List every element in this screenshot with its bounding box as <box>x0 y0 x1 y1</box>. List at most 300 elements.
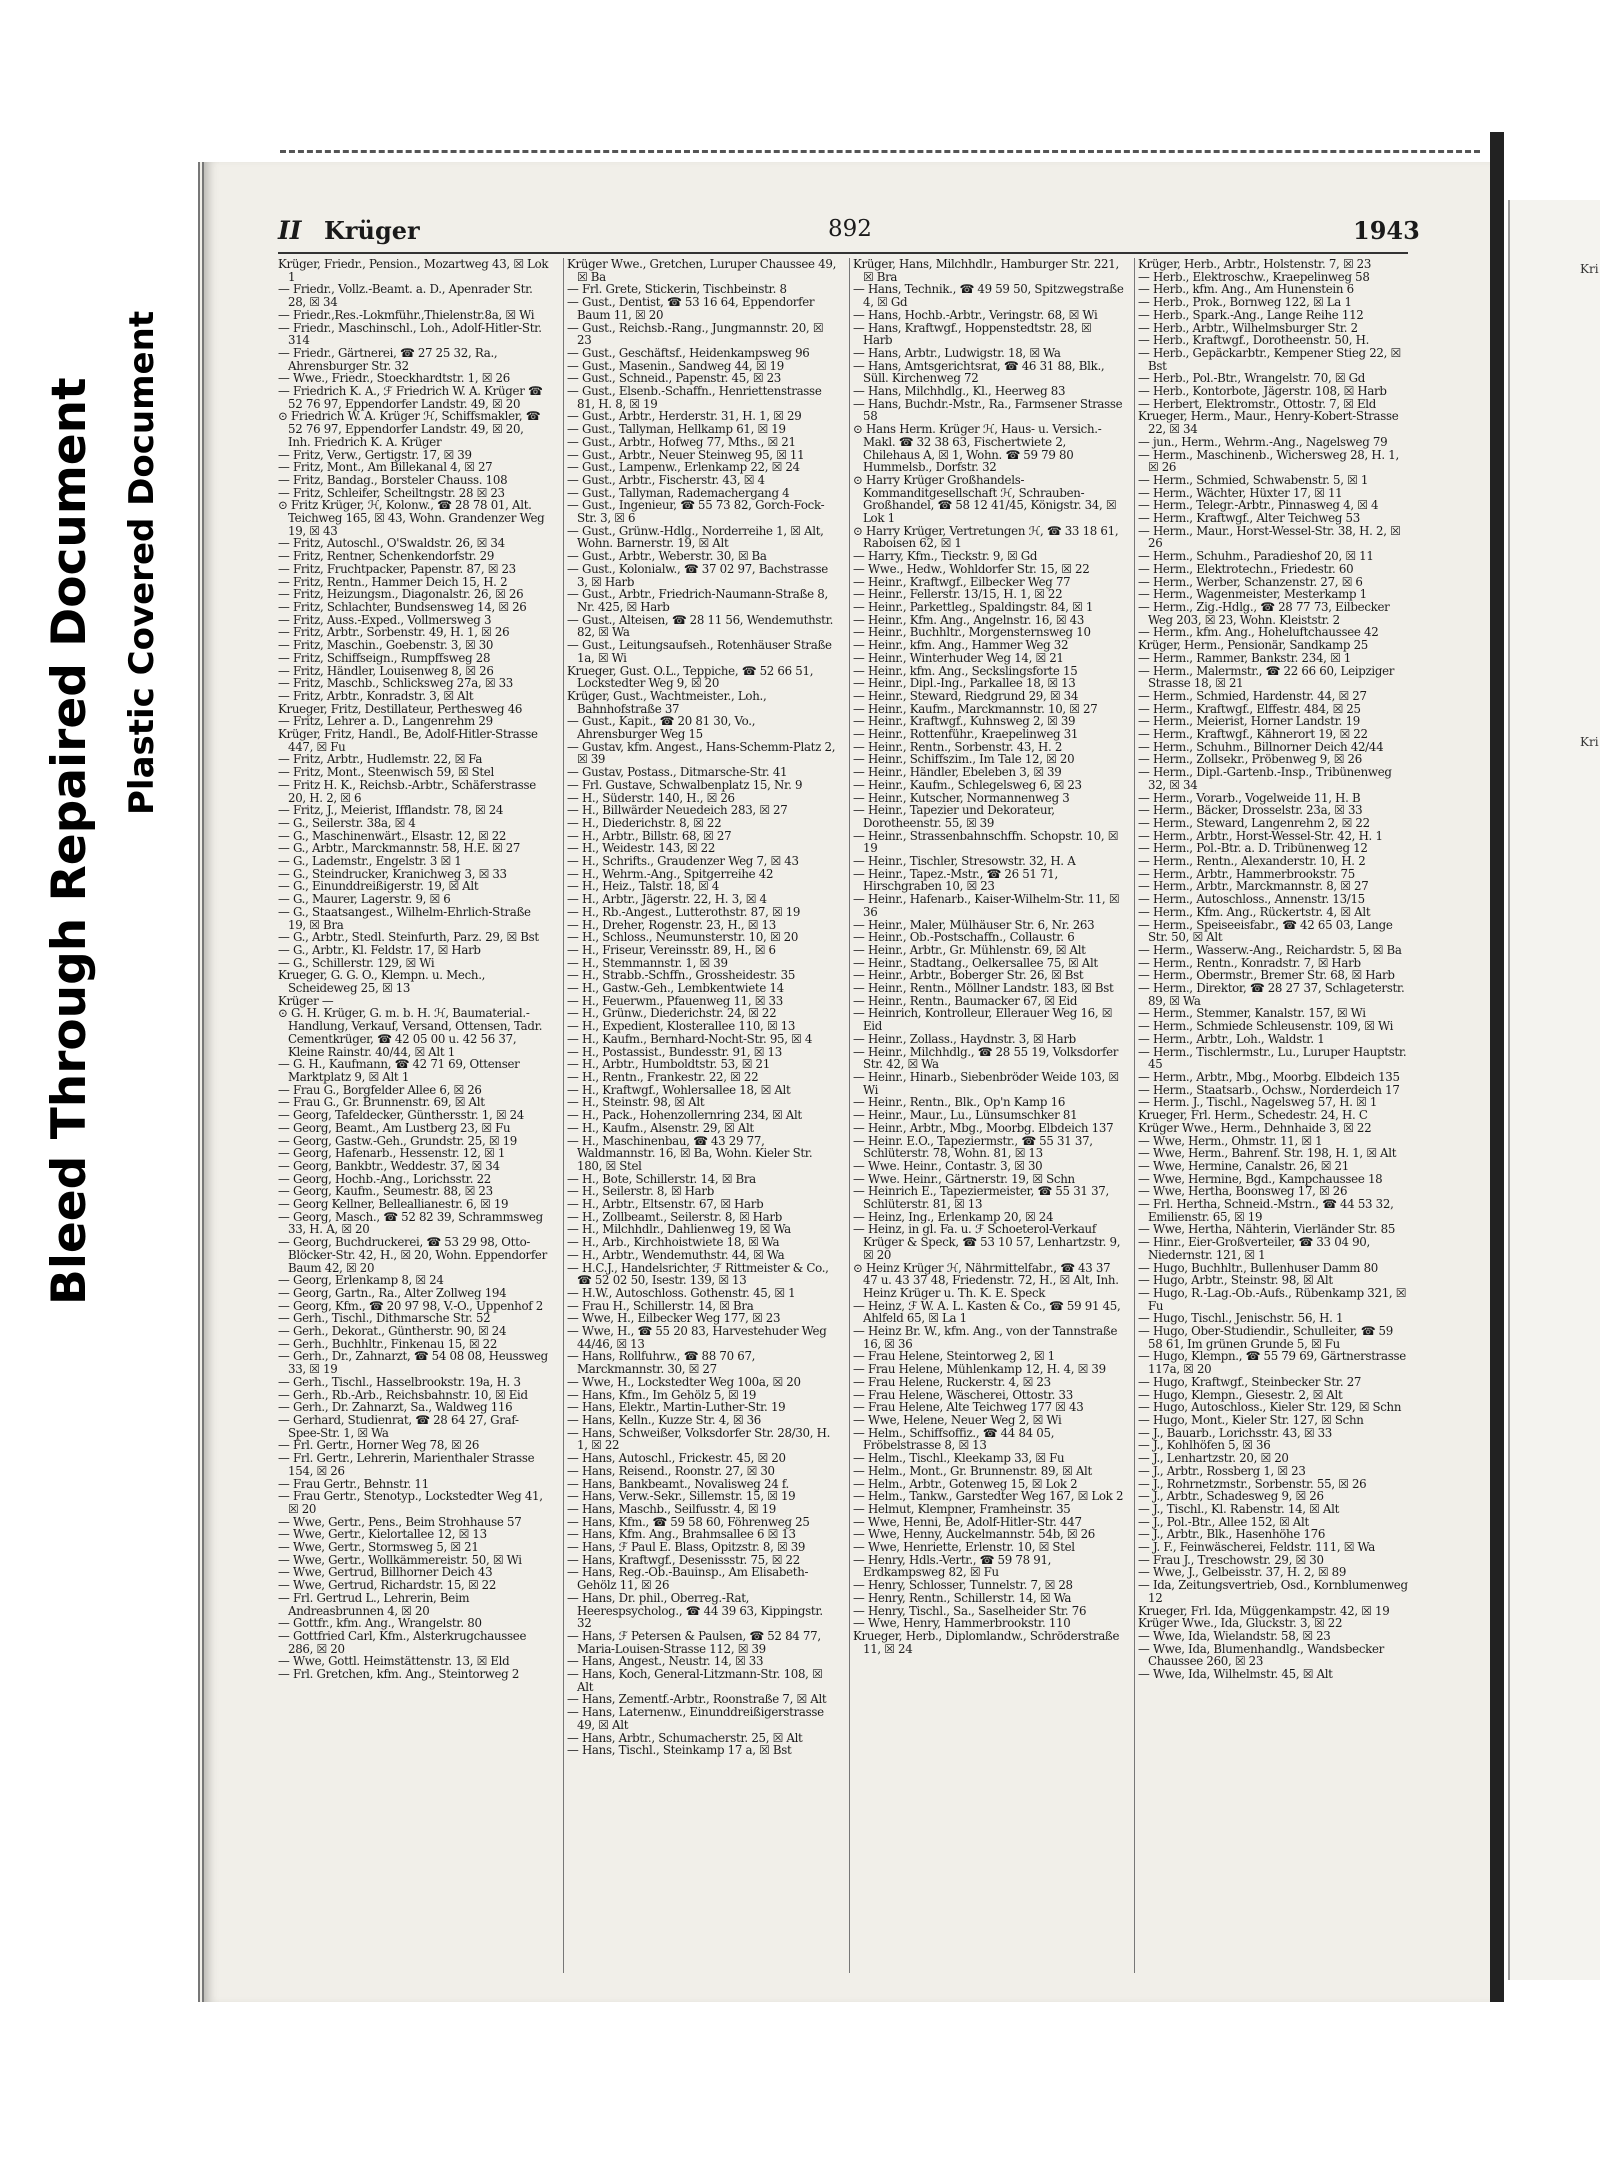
directory-entry: — Herm., Maschinenb., Wichersweg 28, H. 1, ☒ 26 <box>1138 447 1399 475</box>
directory-entry: — Wwe, H., ☎ 55 20 83, Harvestehuder Weg 44/46, ☒ 13 <box>567 1324 827 1351</box>
page-binding-edge <box>1490 132 1504 2002</box>
directory-entry: — Georg, Masch., ☎ 52 82 39, Schrammsweg 33, H. A, ☒ 20 <box>278 1209 543 1237</box>
directory-entry: — Heinr., Buchhltr., Morgensternsweg 10 <box>853 625 1091 640</box>
directory-entry: — H., Schloss., Neumunsterstr. 10, ☒ 20 <box>567 930 799 945</box>
directory-entry: — Fritz, Rentner, Schenkendorfstr. 29 <box>278 549 495 564</box>
directory-entry: — Heinr., Händler, Ebeleben 3, ☒ 39 <box>853 765 1062 780</box>
directory-entry: — Hans, Kfm. Ang., Brahmsallee 6 ☒ 13 <box>567 1527 796 1542</box>
directory-entry: — Gust., Arbtr., Hofweg 77, Mths., ☒ 21 <box>567 434 796 449</box>
directory-entry: — Herm., Elektrotechn., Friedestr. 60 <box>1138 561 1354 576</box>
directory-entry: — Wwe. Heinr., Contastr. 3, ☒ 30 <box>853 1158 1043 1173</box>
directory-entry: — G., Arbtr., Marckmannstr. 58, H.E. ☒ 27 <box>278 841 521 856</box>
directory-entry: — Gerh., Dr. Zahnarzt, Sa., Waldweg 116 <box>278 1400 513 1415</box>
directory-entry: — Friedr., Vollz.-Beamt. a. D., Apenrader Str. 28, ☒ 34 <box>278 282 533 310</box>
directory-entry: — Henry, Rentn., Schillerstr. 14, ☒ Wa <box>853 1590 1072 1605</box>
directory-entry: — Frau Helene, Mühlenkamp 12, H. 4, ☒ 39 <box>853 1362 1106 1377</box>
directory-entry: — Hans, Maschb., Seilfusstr. 4, ☒ 19 <box>567 1501 776 1516</box>
directory-entry: — Fritz, Arbtr., Konradstr. 3, ☒ Alt <box>278 688 474 703</box>
directory-entry: Krüger Wwe., Gretchen, Luruper Chaussee 49, ☒ Ba <box>567 258 837 284</box>
directory-entry: — Fritz, Mont., Am Billekanal 4, ☒ 27 <box>278 460 493 475</box>
directory-entry: Krüger Wwe., Ida, Gluckstr. 3, ☒ 22 <box>1138 1616 1343 1631</box>
directory-entry: — Fritz, Autoschl., O'Swaldstr. 26, ☒ 34 <box>278 536 505 551</box>
directory-entry: — Herm., Malermstr., ☎ 22 66 60, Leipziger Strasse 18, ☒ 21 <box>1138 663 1395 691</box>
directory-entry: — Heinz, ℱ W. A. L. Kasten & Co., ☎ 59 91 45, Ahlfeld 65, ☒ La 1 <box>853 1298 1121 1326</box>
directory-entry: — Gust., Kolonialw., ☎ 37 02 97, Bachstrasse 3, ☒ Harb <box>567 561 828 589</box>
directory-entry: — J., Arbtr., Blk., Hasenhöhe 176 <box>1138 1527 1326 1542</box>
directory-entry: — Herm., Direktor, ☎ 28 27 37, Schlageterstr. 89, ☒ Wa <box>1138 981 1405 1008</box>
directory-entry: Krueger, Gust. O.L., Teppiche, ☎ 52 66 51, Lockstedter Weg 9, ☒ 20 <box>567 663 814 691</box>
directory-entry: — G., Einunddreißigerstr. 19, ☒ Alt <box>278 879 479 894</box>
directory-entry: — Herm., Telegr.-Arbtr., Pinnasweg 4, ☒ 4 <box>1138 498 1379 513</box>
directory-entry: — Heinr., Kfm. Ang., Angelnstr. 16, ☒ 43 <box>853 612 1085 627</box>
directory-entry: — Herbert, Elektromstr., Ottostr. 7, ☒ Eld <box>1138 396 1376 411</box>
directory-entry: — Herm., Dipl.-Gartenb.-Insp., Tribünenweg 32, ☒ 34 <box>1138 765 1392 792</box>
header-page-number: 892 <box>828 216 872 242</box>
directory-entry: — Herm., Arbtr., Marckmannstr. 8, ☒ 27 <box>1138 879 1369 894</box>
directory-entry: — Helm., Tischl., Kleekamp 33, ☒ Fu <box>853 1451 1065 1466</box>
directory-entry: — Herm., Arbtr., Mbg., Moorbg. Elbdeich 135 <box>1138 1070 1400 1084</box>
directory-entry: — Frau Gertr., Stenotyp., Lockstedter Weg 41, ☒ 20 <box>278 1489 543 1516</box>
directory-entry: — Heinr., kfm. Ang., Seckslingsforte 15 <box>853 663 1078 678</box>
directory-entry: — Frl. Hertha, Schneid.-Mstrn., ☎ 44 53 32, Emilienstr. 65, ☒ 19 <box>1138 1197 1394 1224</box>
directory-entry: — Heinr., Arbtr., Mbg., Moorbg. Elbdeich 137 <box>853 1120 1114 1135</box>
directory-entry: — H., Arbtr., Billstr. 68, ☒ 27 <box>567 828 732 843</box>
directory-entry: ⊙ Hans Herm. Krüger ℋ, Haus- u. Versich.-Makl. ☎ 32 38 63, Fischertwiete 2, Chilehaus A, ☒ 1, Wohn. ☎ 59 79 80 Hummelsb., Dorfstr. 32 <box>853 422 1102 475</box>
directory-entry: — Georg, Beamt., Am Lustberg 23, ☒ Fu <box>278 1120 511 1135</box>
directory-entry: — Hugo, Buchhltr., Bullenhuser Damm 80 <box>1138 1260 1378 1275</box>
directory-entry: — Heinr., Arbtr., Gr. Mühlenstr. 69, ☒ Alt <box>853 942 1086 957</box>
directory-entry: — Heinr., Parkettleg., Spaldingstr. 84, ☒ 1 <box>853 599 1094 614</box>
directory-entry: — Frl. Gretchen, kfm. Ang., Steintorweg 2 <box>278 1667 520 1682</box>
directory-entry: — Herm., Vorarb., Vogelweide 11, H. B <box>1138 790 1361 805</box>
directory-entry: — Wwe., Hedw., Wohldorfer Str. 15, ☒ 22 <box>853 561 1090 576</box>
directory-entry: — H., Steinstr. 98, ☒ Alt <box>567 1095 705 1110</box>
directory-entry: — Wwe, Gertr., Wollkämmereistr. 50, ☒ Wi <box>278 1552 522 1567</box>
directory-entry: — Wwe, Henni, Be, Adolf-Hitler-Str. 447 <box>853 1514 1082 1529</box>
page-header <box>278 216 1420 250</box>
directory-entry: — G., Steindrucker, Kranichweg 3, ☒ 33 <box>278 866 507 881</box>
directory-entry: — Gust., Tallyman, Rademachergang 4 <box>567 485 790 500</box>
directory-entry: — Frl. Gertr., Horner Weg 78, ☒ 26 <box>278 1438 480 1453</box>
directory-entry: — Gust., Masenin., Sandweg 44, ☒ 19 <box>567 358 784 373</box>
directory-entry: — Herm., kfm. Ang., Hoheluftchaussee 42 <box>1138 625 1379 640</box>
directory-entry: — Henry, Hdls.-Vertr., ☎ 59 78 91, Erdkampsweg 82, ☒ Fu <box>853 1552 1052 1580</box>
directory-entry: Krüger, Herm., Pensionär, Sandkamp 25 <box>1138 638 1369 653</box>
directory-entry: — Herb., Kraftwgf., Dorotheenstr. 50, H. <box>1138 333 1370 348</box>
directory-entry: — Wwe, H., Eilbecker Weg 177, ☒ 23 <box>567 1311 781 1326</box>
directory-entry: — Georg, Gartn., Ra., Alter Zollweg 194 <box>278 1285 507 1300</box>
facing-page-fragment: Kri <box>1580 735 1599 749</box>
directory-entry: — Heinr., Hafenarb., Kaiser-Wilhelm-Str. 11, ☒ 36 <box>853 892 1120 919</box>
directory-entry: Krueger, Frl. Herm., Schedestr. 24, H. C <box>1138 1108 1368 1123</box>
directory-entry: — Henry, Tischl., Sa., Saselheider Str. 76 <box>853 1603 1087 1618</box>
directory-entry: — Hans, Arbtr., Schumacherstr. 25, ☒ Alt <box>567 1730 803 1745</box>
directory-entry: — Herm., Bäcker, Drosselstr. 23a, ☒ 33 <box>1138 803 1363 818</box>
directory-entry: — J., Rohrnetzmstr., Sorbenstr. 55, ☒ 26 <box>1138 1476 1367 1491</box>
directory-entry: — G., Arbtr., Stedl. Steinfurth, Parz. 29, ☒ Bst <box>278 930 539 945</box>
directory-entry: — G., Schillerstr. 129, ☒ Wi <box>278 955 435 970</box>
directory-entry: — H., Kaufm., Bernhard-Nocht-Str. 95, ☒ 4 <box>567 1031 813 1046</box>
directory-entry: — Fritz, Heizungsm., Diagonalstr. 26, ☒ 26 <box>278 587 524 602</box>
directory-entry: — Fritz, Schleifer, Scheiltngstr. 28 ☒ 23 <box>278 485 505 500</box>
directory-entry: — Herm., Staatsarb., Ochsw., Norderdeich 17 <box>1138 1082 1400 1097</box>
directory-entry: — Wwe, H., Lockstedter Weg 100a, ☒ 20 <box>567 1374 801 1389</box>
directory-entry: — Gerh., Tischl., Hasselbrookstr. 19a, H. 3 <box>278 1374 521 1389</box>
directory-entry: — Frau Helene, Wäscherei, Ottostr. 33 <box>853 1387 1073 1402</box>
directory-entry: — H., Arb., Kirchhoistwiete 18, ☒ Wa <box>567 1235 780 1250</box>
directory-entry: Krueger, Fritz, Destillateur, Perthesweg 46 <box>278 701 523 716</box>
directory-entry: — Hans, Arbtr., Ludwigstr. 18, ☒ Wa <box>853 345 1061 360</box>
directory-entry: — Gust., Geschäftsf., Heidenkampsweg 96 <box>567 345 810 360</box>
directory-entry: — Wwe, Gertrud, Richardstr. 15, ☒ 22 <box>278 1578 497 1593</box>
directory-entry: — Gust., Dentist, ☎ 53 16 64, Eppendorfer Baum 11, ☒ 20 <box>567 295 815 322</box>
directory-entry: — H.C.J., Handelsrichter, ℱ Rittmeister & Co., ☎ 52 02 50, Isestr. 139, ☒ 13 <box>567 1260 829 1288</box>
directory-entry: — Frau Helene, Ruckerstr. 4, ☒ 23 <box>853 1374 1051 1389</box>
directory-entry: — Hans, Kfm., ☎ 59 58 60, Föhrenweg 25 <box>567 1514 810 1529</box>
directory-entry: — Helm., Mont., Gr. Brunnenstr. 89, ☒ Alt <box>853 1463 1092 1478</box>
directory-entry: — Wwe, Herm., Ohmstr. 11, ☒ 1 <box>1138 1133 1323 1148</box>
directory-entry: — Hans, ℱ Paul E. Blass, Opitzstr. 8, ☒ 39 <box>567 1540 806 1555</box>
directory-entry: — Herm., Pol.-Btr. a. D. Tribünenweg 12 <box>1138 841 1368 856</box>
directory-entry: — Georg, Kfm., ☎ 20 97 98, V.-O., Uppenhof 2 <box>278 1298 544 1313</box>
header-year: 1943 <box>1353 216 1420 245</box>
directory-entry: — G., Staatsangest., Wilhelm-Ehrlich-Straße 19, ☒ Bra <box>278 904 531 932</box>
directory-entry: — Wwe, Ida, Wilhelmstr. 45, ☒ Alt <box>1138 1667 1333 1682</box>
directory-entry: — Hans, Angest., Neustr. 14, ☒ 33 <box>567 1654 764 1669</box>
directory-entry: Krueger, Frl. Ida, Müggenkampstr. 42, ☒ 19 <box>1138 1603 1390 1618</box>
directory-entry: — Herm., Wächter, Hüxter 17, ☒ 11 <box>1138 485 1343 500</box>
directory-entry: — Frau G., Gr. Brunnenstr. 69, ☒ Alt <box>278 1095 485 1110</box>
directory-entry: — Gust., Ingenieur, ☎ 55 73 82, Gorch-Fock-Str. 3, ☒ 6 <box>567 498 825 526</box>
directory-entry: — Heinr., Rentn., Sorbenstr. 43, H. 2 <box>853 739 1063 754</box>
directory-entry: — Herb., kfm. Ang., Am Hunenstein 6 <box>1138 282 1354 297</box>
directory-entry: — Hinr., Eier-Großverteiler, ☎ 33 04 90, Niedernstr. 121, ☒ 1 <box>1138 1235 1370 1262</box>
directory-entry: — H., Milchhdlr., Dahlienweg 19, ☒ Wa <box>567 1222 791 1237</box>
facing-page-fragment: Kri <box>1580 262 1599 276</box>
directory-entry: — J., Pol.-Btr., Allee 152, ☒ Alt <box>1138 1514 1309 1529</box>
directory-entry: — Helm., Arbtr., Gotenweg 15, ☒ Lok 2 <box>853 1476 1078 1491</box>
directory-entry: Krüger, Herb., Arbtr., Holstenstr. 7, ☒ 23 <box>1138 258 1372 271</box>
directory-entry: — H., Wehrm.-Ang., Spitgerreihe 42 <box>567 866 774 881</box>
directory-entry: — Gust., Arbtr., Neuer Steinweg 95, ☒ 11 <box>567 447 805 462</box>
directory-entry: — Hans, Buchdr.-Mstr., Ra., Farmsener Strasse 58 <box>853 396 1123 424</box>
directory-entry: — Gerhard, Studienrat, ☎ 28 64 27, Graf-Spee-Str. 1, ☒ Wa <box>278 1412 519 1440</box>
directory-entry: — Gust., Arbtr., Fischerstr. 43, ☒ 4 <box>567 472 765 487</box>
directory-entry: — Gust., Schneid., Papenstr. 45, ☒ 23 <box>567 371 782 386</box>
directory-entry: — Herm., Zig.-Hdlg., ☎ 28 77 73, Eilbecker Weg 203, ☒ 23, Wohn. Kleiststr. 2 <box>1138 599 1390 627</box>
directory-entry: — Herm., Arbtr., Hammerbrookstr. 75 <box>1138 866 1355 881</box>
header-column-number: II <box>278 216 302 245</box>
directory-entry: — H., Billwärder Neuedeich 283, ☒ 27 <box>567 803 788 818</box>
directory-entry: — Georg, Buchdruckerei, ☎ 53 29 98, Otto-Blöcker-Str. 42, H., ☒ 20, Wohn. Eppendorfer Baum 42, ☒ 20 <box>278 1235 547 1275</box>
directory-entry: — Hans, Zementf.-Arbtr., Roonstraße 7, ☒ Alt <box>567 1692 827 1707</box>
directory-entry: — G., Seilerstr. 38a, ☒ 4 <box>278 815 416 830</box>
directory-entry: — Heinr., Hinarb., Siebenbröder Weide 103, ☒ Wi <box>853 1070 1119 1097</box>
directory-entry: — H., Rb.-Angest., Lutterothstr. 87, ☒ 19 <box>567 904 801 919</box>
bleed-through-label: Bleed Through Repaired Document <box>42 377 97 1305</box>
directory-entry: — Herm., Stemmer, Kanalstr. 157, ☒ Wi <box>1138 1006 1366 1021</box>
directory-entry: — Wwe, Hermine, Bgd., Kampchaussee 18 <box>1138 1171 1383 1186</box>
directory-entry: — Heinr., Tapezier und Dekorateur, Dorotheenstr. 55, ☒ 39 <box>853 803 1055 830</box>
directory-entry: — Herb., Arbtr., Wilhelmsburger Str. 2 <box>1138 320 1358 335</box>
directory-entry: Krueger, G. G. O., Klempn. u. Mech., Scheideweg 25, ☒ 13 <box>278 968 486 996</box>
directory-entry: — H., Arbtr., Wendemuthstr. 44, ☒ Wa <box>567 1247 785 1262</box>
directory-entry: — H., Bote, Schillerstr. 14, ☒ Bra <box>567 1171 756 1186</box>
directory-entry: Krüger, Friedr., Pension., Mozartweg 43, ☒ Lok 1 <box>278 258 549 284</box>
directory-entry: — Hugo, Tischl., Jenischstr. 56, H. 1 <box>1138 1311 1344 1326</box>
directory-entry: — Fritz, Händler, Louisenweg 8, ☒ 26 <box>278 663 494 678</box>
directory-entry: — Herm., Steward, Langenrehm 2, ☒ 22 <box>1138 815 1370 830</box>
directory-entry: — Gerh., Tischl., Dithmarsche Str. 52 <box>278 1311 491 1326</box>
plastic-covered-label: Plastic Covered Document <box>122 310 162 815</box>
directory-entry: — Wwe. Heinr., Gärtnerstr. 19, ☒ Schn <box>853 1171 1075 1186</box>
directory-entry: — Gust., Arbtr., Weberstr. 30, ☒ Ba <box>567 549 767 564</box>
directory-entry: — Herm., Rentn., Konradstr. 7, ☒ Harb <box>1138 955 1361 970</box>
directory-entry: — H., Dreher, Rogenstr. 23, H., ☒ 13 <box>567 917 776 932</box>
directory-entry: — Herb., Pol.-Btr., Wrangelstr. 70, ☒ Gd <box>1138 371 1365 386</box>
directory-entry: — Frau G., Borgfelder Allee 6, ☒ 26 <box>278 1082 482 1097</box>
directory-entry: — Fritz, Auss.-Exped., Vollmersweg 3 <box>278 612 492 627</box>
directory-entry: — Heinr., Kutscher, Normannenweg 3 <box>853 790 1070 805</box>
directory-entry: — G., Lademstr., Engelstr. 3 ☒ 1 <box>278 854 462 869</box>
directory-entry: — Fritz H. K., Reichsb.-Arbtr., Schäferstrasse 20, H. 2, ☒ 6 <box>278 777 536 805</box>
directory-entry: — Gust., Kapit., ☎ 20 81 30, Vo., Ahrensburger Weg 15 <box>567 714 756 742</box>
directory-entry: — H., Postassist., Bundesstr. 91, ☒ 13 <box>567 1044 782 1059</box>
directory-entry: — J., Tischl., Kl. Rabenstr. 14, ☒ Alt <box>1138 1501 1340 1516</box>
directory-entry: — Heinr., Dipl.-Ing., Parkallee 18, ☒ 13 <box>853 676 1076 691</box>
directory-entry: — Hugo, Mont., Kieler Str. 127, ☒ Schn <box>1138 1412 1364 1427</box>
directory-entry: — H., Schrifts., Graudenzer Weg 7, ☒ 43 <box>567 854 799 869</box>
directory-entry: — Wwe, Hertha, Boonsweg 17, ☒ 26 <box>1138 1184 1348 1199</box>
directory-entry: — H., Friseur, Vereinsstr. 89, H., ☒ 6 <box>567 942 776 957</box>
directory-entry: — Hans, Kraftwgf., Hoppenstedtstr. 28, ☒ Harb <box>853 320 1092 348</box>
directory-entry: ⊙ Friedrich W. A. Krüger ℋ, Schiffsmakler, ☎ 52 76 97, Eppendorfer Landstr. 49, ☒ 20, Inh. Friedrich K. A. Krüger <box>278 409 541 449</box>
directory-entry: — Frau Gertr., Behnstr. 11 <box>278 1476 429 1491</box>
directory-entry: — Herb., Gepäckarbtr., Kempener Stieg 22, ☒ Bst <box>1138 345 1401 373</box>
directory-entry: — Wwe., Friedr., Stoeckhardtstr. 1, ☒ 26 <box>278 371 510 386</box>
directory-entry: — Fritz, Bandag., Borsteler Chauss. 108 <box>278 472 508 487</box>
directory-entry: — Herm., Meierist, Horner Landstr. 19 <box>1138 714 1360 729</box>
directory-entry: ⊙ Heinz Krüger ℋ, Nährmittelfabr., ☎ 43 37 47 u. 43 37 48, Friedenstr. 72, H., ☒ Alt, Inh. Heinz Krüger u. Th. K. E. Speck <box>853 1260 1119 1300</box>
directory-entry: — Georg, Bankbtr., Weddestr. 37, ☒ 34 <box>278 1158 500 1173</box>
directory-entry: — J., Bauarb., Lorichsstr. 43, ☒ 33 <box>1138 1425 1332 1440</box>
directory-entry: — H., Zollbeamt., Seilerstr. 8, ☒ Harb <box>567 1209 782 1224</box>
directory-entry: — Frl. Gustave, Schwalbenplatz 15, Nr. 9 <box>567 777 803 792</box>
directory-entry: — Wwe, Gertr., Pens., Beim Strohhause 57 <box>278 1514 522 1529</box>
directory-entry: — Friedr., Maschinschl., Loh., Adolf-Hitler-Str. 314 <box>278 320 542 348</box>
directory-entry: — Wwe, Gertr., Stormsweg 5, ☒ 21 <box>278 1540 479 1555</box>
directory-entry: — Hans, ℱ Petersen & Paulsen, ☎ 52 84 77, Maria-Louisen-Strasse 112, ☒ 39 <box>567 1628 821 1656</box>
directory-entry: — Frau H., Schillerstr. 14, ☒ Bra <box>567 1298 754 1313</box>
directory-entry: — Wwe, Gertrud, Billhorner Deich 43 <box>278 1565 493 1580</box>
directory-entry: — Heinr., Milchhdlg., ☎ 28 55 19, Volksdorfer Str. 42, ☒ Wa <box>853 1044 1119 1072</box>
directory-entry: — Georg, Hafenarb., Hessenstr. 12, ☒ 1 <box>278 1146 506 1161</box>
directory-entry: — Gust., Arbtr., Herderstr. 31, H. 1, ☒ 29 <box>567 409 802 424</box>
directory-entry: — Henry, Schlosser, Tunnelstr. 7, ☒ 28 <box>853 1578 1073 1593</box>
directory-entry: — Heinr., Winterhuder Weg 14, ☒ 21 <box>853 650 1064 665</box>
directory-entry: Krüger, Hans, Milchhdlr., Hamburger Str. 221, ☒ Bra <box>853 258 1119 284</box>
directory-entry: — Hans, Technik., ☎ 49 59 50, Spitzwegstraße 4, ☒ Gd <box>853 282 1124 310</box>
directory-entry: — H., Arbtr., Jägerstr. 22, H. 3, ☒ 4 <box>567 892 767 907</box>
directory-entry: — Heinr., Fellerstr. 13/15, H. 1, ☒ 22 <box>853 587 1063 602</box>
directory-entry: — Frau J., Treschowstr. 29, ☒ 30 <box>1138 1552 1324 1567</box>
directory-entry: — Gerh., Dr., Zahnarzt, ☎ 54 08 08, Heussweg 33, ☒ 19 <box>278 1349 548 1377</box>
directory-entry: — Heinr., kfm. Ang., Hammer Weg 32 <box>853 638 1069 653</box>
directory-column-2 <box>563 258 838 1973</box>
directory-entry: — Fritz, Mont., Steenwisch 59, ☒ Stel <box>278 765 494 780</box>
directory-entry: — Wwe, Henry, Hammerbrookstr. 110 <box>853 1616 1071 1631</box>
directory-columns <box>278 258 1413 1978</box>
directory-entry: — Heinr., Tapez.-Mstr., ☎ 26 51 71, Hirschgraben 10, ☒ 23 <box>853 866 1058 894</box>
header-surname: Krüger <box>324 216 420 245</box>
directory-entry: — Fritz, Lehrer a. D., Langenrehm 29 <box>278 714 493 729</box>
directory-entry: — H., Pack., Hohenzollernring 234, ☒ Alt <box>567 1108 802 1123</box>
directory-entry: — Hugo, Klempn., Giesestr. 2, ☒ Alt <box>1138 1387 1343 1402</box>
directory-entry: — Herm., Maur., Horst-Wessel-Str. 38, H. 2, ☒ 26 <box>1138 523 1401 551</box>
directory-entry: Krueger, Herm., Maur., Henry-Kobert-Strasse 22, ☒ 34 <box>1138 409 1399 437</box>
directory-entry: — Hans, Dr. phil., Oberreg.-Rat, Heerespsycholog., ☎ 44 39 63, Kippingstr. 32 <box>567 1590 823 1631</box>
directory-entry: — Heinr., Kraftwgf., Eilbecker Weg 77 <box>853 574 1071 589</box>
directory-entry: — Heinr., Maler, Mülhäuser Str. 6, Nr. 263 <box>853 917 1095 932</box>
directory-entry: — H., Maschinenbau, ☎ 43 29 77, Waldmannstr. 16, ☒ Ba, Wohn. Kieler Str. 180, ☒ Stel <box>567 1133 813 1173</box>
directory-entry: — Helmut, Klempner, Framheinstr. 35 <box>853 1501 1071 1516</box>
directory-entry: ⊙ Harry Krüger, Vertretungen ℋ, ☎ 33 18 61, Raboisen 62, ☒ 1 <box>853 523 1119 551</box>
directory-entry: — Herm., Tischlermstr., Lu., Luruper Hauptstr. 45 <box>1138 1044 1407 1072</box>
directory-entry: — Hugo, Ober-Studiendir., Schulleiter, ☎ 59 58 61, Im grünen Grunde 5, ☒ Fu <box>1138 1324 1393 1351</box>
directory-entry: — Hugo, Kraftwgf., Steinbecker Str. 27 <box>1138 1374 1362 1389</box>
directory-entry: — Heinr., Kraftwgf., Kuhnsweg 2, ☒ 39 <box>853 714 1076 729</box>
directory-entry: — H., Rentn., Frankestr. 22, ☒ 22 <box>567 1070 759 1084</box>
directory-entry: — Hugo, Klempn., ☎ 55 79 69, Gärtnerstrasse 117a, ☒ 20 <box>1138 1349 1406 1377</box>
directory-entry: — Herm., Schmied, Hardenstr. 44, ☒ 27 <box>1138 688 1367 703</box>
directory-entry: — H., Diederichstr. 8, ☒ 22 <box>567 815 722 830</box>
facing-page-strip <box>1508 200 1600 1980</box>
directory-entry: — Georg, Gastw.-Geh., Grundstr. 25, ☒ 19 <box>278 1133 517 1148</box>
directory-entry: — Friedrich K. A., ℱ Friedrich W. A. Krüger ☎ 52 76 97, Eppendorfer Landstr. 49, ☒ 20 <box>278 384 543 411</box>
directory-entry: — Gerh., Buchhltr., Finkenau 15, ☒ 22 <box>278 1336 498 1351</box>
directory-entry: — H.W., Autoschloss. Gothenstr. 45, ☒ 1 <box>567 1285 796 1300</box>
directory-entry: — Hans, Milchhdlg., Kl., Heerweg 83 <box>853 384 1066 399</box>
directory-entry: — H., Kaufm., Alsenstr. 29, ☒ Alt <box>567 1120 754 1135</box>
directory-entry: — Heinr. E.O., Tapeziermstr., ☎ 55 31 37, Schlüterstr. 78, Wohn. 81, ☒ 13 <box>853 1133 1093 1161</box>
directory-entry: — Hans, Elektr., Martin-Luther-Str. 19 <box>567 1400 786 1415</box>
directory-entry: — Herm., Werber, Schanzenstr. 27, ☒ 6 <box>1138 574 1363 589</box>
directory-entry: — Heinr., Rentn., Blk., Op'n Kamp 16 <box>853 1095 1066 1110</box>
directory-column-4 <box>1134 258 1409 1973</box>
directory-entry: — Heinr., Kaufm., Schlegelsweg 6, ☒ 23 <box>853 777 1082 792</box>
directory-entry: — Heinr., Schiffszim., Im Tale 12, ☒ 20 <box>853 752 1075 767</box>
directory-entry: — J., Arbtr., Schadesweg 9, ☒ 26 <box>1138 1489 1324 1504</box>
directory-entry: — Herm., Speiseeisfabr., ☎ 42 65 03, Lange Str. 50, ☒ Alt <box>1138 917 1393 945</box>
directory-entry: — Heinr., Strassenbahnschffn. Schopstr. 10, ☒ 19 <box>853 828 1118 856</box>
directory-entry: — Gust., Reichsb.-Rang., Jungmannstr. 20, ☒ 23 <box>567 320 824 348</box>
directory-entry: — Gust., Alteisen, ☎ 28 11 56, Wendemuthstr. 82, ☒ Wa <box>567 612 834 640</box>
directory-entry: — Hugo, Autoschloss., Kieler Str. 129, ☒ Schn <box>1138 1400 1402 1415</box>
directory-entry: — Wwe, Hertha, Nähterin, Vierländer Str. 85 <box>1138 1222 1396 1237</box>
directory-entry: Krüger — <box>278 993 334 1008</box>
directory-entry: — Gust., Grünw.-Hdlg., Norderreihe 1, ☒ Alt, Wohn. Barnerstr. 19, ☒ Alt <box>567 523 824 551</box>
directory-entry: — Frau Helene, Alte Teichweg 177 ☒ 43 <box>853 1400 1084 1415</box>
directory-entry: — Hans, Reg.-Ob.-Bauinsp., Am Elisabeth-Gehölz 11, ☒ 26 <box>567 1565 809 1593</box>
directory-entry: — Gerh., Dekorat., Güntherstr. 90, ☒ 24 <box>278 1324 507 1339</box>
directory-entry: — Hans, Autoschl., Frickestr. 45, ☒ 20 <box>567 1451 786 1466</box>
directory-entry: — Hans, Bankbeamt., Novalisweg 24 f. <box>567 1476 789 1491</box>
directory-entry: — Herb., Kontorbote, Jägerstr. 108, ☒ Harb <box>1138 384 1387 399</box>
directory-entry: — H., Expedient, Klosterallee 110, ☒ 13 <box>567 1019 796 1034</box>
directory-entry: — G., Maschinenwärt., Elsastr. 12, ☒ 22 <box>278 828 507 843</box>
directory-entry: — G. H., Kaufmann, ☎ 42 71 69, Ottenser Marktplatz 9, ☒ Alt 1 <box>278 1057 520 1084</box>
directory-entry: — Heinr., Rentn., Baumacker 67, ☒ Eid <box>853 993 1078 1008</box>
directory-entry: — Friedr., Gärtnerei, ☎ 27 25 32, Ra., Ahrensburger Str. 32 <box>278 345 498 373</box>
directory-entry: — Herm., Rammer, Bankstr. 234, ☒ 1 <box>1138 650 1352 665</box>
directory-entry: — Hugo, R.-Lag.-Ob.-Aufs., Rübenkamp 321, ☒ Fu <box>1138 1285 1407 1313</box>
directory-entry: — H., Arbtr., Humboldtstr. 53, ☒ 21 <box>567 1057 770 1072</box>
directory-entry: — Herm., Kraftwgf., Elffestr. 484, ☒ 25 <box>1138 701 1361 716</box>
directory-column-3 <box>849 258 1124 1973</box>
directory-entry: Krüger, Fritz, Handl., Be, Adolf-Hitler-Strasse 447, ☒ Fu <box>278 727 538 754</box>
directory-entry: — Fritz, Arbtr., Sorbenstr. 49, H. 1, ☒ 26 <box>278 625 510 640</box>
directory-entry: — Heinz, in gl. Fa. u. ℱ Schoeterol-Verkauf Krüger & Speck, ☎ 53 10 57, Lenhartzstr. 9, ☒ 20 <box>853 1222 1121 1262</box>
directory-entry: — Herm., Obermstr., Bremer Str. 68, ☒ Harb <box>1138 968 1395 983</box>
directory-entry: — Heinrich, Kontrolleur, Ellerauer Weg 16, ☒ Eid <box>853 1006 1113 1034</box>
directory-entry: ⊙ Harry Krüger Großhandels-Kommanditgesellschaft ℋ, Schrauben-Großhandel, ☎ 58 12 41/45, Königstr. 34, ☒ Lok 1 <box>853 472 1117 526</box>
directory-entry: — Fritz, J., Meierist, Ifflandstr. 78, ☒ 24 <box>278 803 504 818</box>
directory-entry: — Wwe, Gottl. Heimstättenstr. 13, ☒ Eld <box>278 1654 510 1669</box>
directory-entry: — Hans, Hochb.-Arbtr., Veringstr. 68, ☒ Wi <box>853 307 1098 322</box>
directory-entry: — Gust., Leitungsaufseh., Rotenhäuser Straße 1a, ☒ Wi <box>567 638 832 665</box>
directory-entry: — Heinr., Zollass., Haydnstr. 3, ☒ Harb <box>853 1031 1076 1046</box>
directory-entry: — Hans, Amtsgerichtsrat, ☎ 46 31 88, Blk., Süll. Kirchenweg 72 <box>853 358 1105 386</box>
directory-entry: — Wwe, Henriette, Erlenstr. 10, ☒ Stel <box>853 1540 1075 1555</box>
directory-entry: — Hans, Verw.-Sekr., Sillemstr. 15, ☒ 19 <box>567 1489 796 1504</box>
directory-entry: — Heinr., Steward, Riedgrund 29, ☒ 34 <box>853 688 1079 703</box>
directory-entry: — Herb., Elektroschw., Kraepelinweg 58 <box>1138 269 1370 284</box>
directory-entry: — Hans, Kelln., Kuzze Str. 4, ☒ 36 <box>567 1412 762 1427</box>
directory-entry: — H., Strabb.-Schffn., Grossheidestr. 35 <box>567 968 796 983</box>
directory-entry: — Fritz, Schlachter, Bundsensweg 14, ☒ 26 <box>278 599 527 614</box>
directory-entry: — Herm. J., Tischl., Nagelsweg 57, H. ☒ 1 <box>1138 1095 1378 1110</box>
directory-entry: — Herm., Kfm. Ang., Rückertstr. 4, ☒ Alt <box>1138 904 1371 919</box>
directory-entry: — Heinr., Rentn., Möllner Landstr. 183, ☒ Bst <box>853 981 1114 996</box>
directory-entry: ⊙ Fritz Krüger, ℋ, Kolonw., ☎ 28 78 01, Alt. Teichweg 165, ☒ 43, Wohn. Grandenzer Weg 19, ☒ 43 <box>278 498 545 538</box>
directory-entry: — H., Süderstr. 140, H., ☒ 26 <box>567 790 735 805</box>
directory-entry: — Fritz, Fruchtpacker, Papenstr. 87, ☒ 23 <box>278 561 516 576</box>
directory-entry: — H., Feuerwm., Pfauenweg 11, ☒ 33 <box>567 993 783 1008</box>
directory-entry: — Friedr.,Res.-Lokmführ.,Thielenstr.8a, ☒ Wi <box>278 307 535 322</box>
directory-entry: — Hans, Tischl., Steinkamp 17 a, ☒ Bst <box>567 1743 792 1758</box>
directory-entry: — Hugo, Arbtr., Steinstr. 98, ☒ Alt <box>1138 1273 1333 1288</box>
directory-entry: — Wwe, Gertr., Kielortallee 12, ☒ 13 <box>278 1527 487 1542</box>
directory-entry: — Heinz Br. W., kfm. Ang., von der Tannstraße 16, ☒ 36 <box>853 1324 1118 1351</box>
directory-entry: — Wwe, Hermine, Canalstr. 26, ☒ 21 <box>1138 1158 1349 1173</box>
directory-entry: — Heinr., Maur., Lu., Lünsumschker 81 <box>853 1108 1078 1123</box>
directory-entry: — Herm., Zollsekr., Pröbenweg 9, ☒ 26 <box>1138 752 1362 767</box>
directory-entry: — Hans, Kraftwgf., Desenissstr. 75, ☒ 22 <box>567 1552 800 1567</box>
directory-entry: — Hans, Reisend., Roonstr. 27, ☒ 30 <box>567 1463 775 1478</box>
header-rule <box>278 252 1408 254</box>
directory-entry: — J., Arbtr., Rossberg 1, ☒ 23 <box>1138 1463 1306 1478</box>
directory-entry: — Herb., Spark.-Ang., Lange Reihe 112 <box>1138 307 1364 322</box>
directory-entry: — Gust., Elsenb.-Schaffn., Henriettenstrasse 81, H. 8, ☒ 19 <box>567 384 822 411</box>
directory-entry: — Fritz, Maschb., Schlicksweg 27a, ☒ 33 <box>278 676 513 691</box>
directory-entry: — Fritz, Maschin., Goebenstr. 3, ☒ 30 <box>278 638 494 653</box>
directory-entry: — H., Kraftwgf., Wohlersallee 18, ☒ Alt <box>567 1082 791 1097</box>
page-top-dashed-rule <box>280 150 1480 153</box>
directory-entry: — Helm., Schiffsoffiz., ☎ 44 84 05, Fröbelstrasse 8, ☒ 13 <box>853 1425 1055 1453</box>
directory-entry: — H., Seilerstr. 8, ☒ Harb <box>567 1184 714 1199</box>
directory-entry: — Georg, Erlenkamp 8, ☒ 24 <box>278 1273 444 1288</box>
directory-entry: — Harry, Kfm., Tieckstr. 9, ☒ Gd <box>853 549 1038 564</box>
